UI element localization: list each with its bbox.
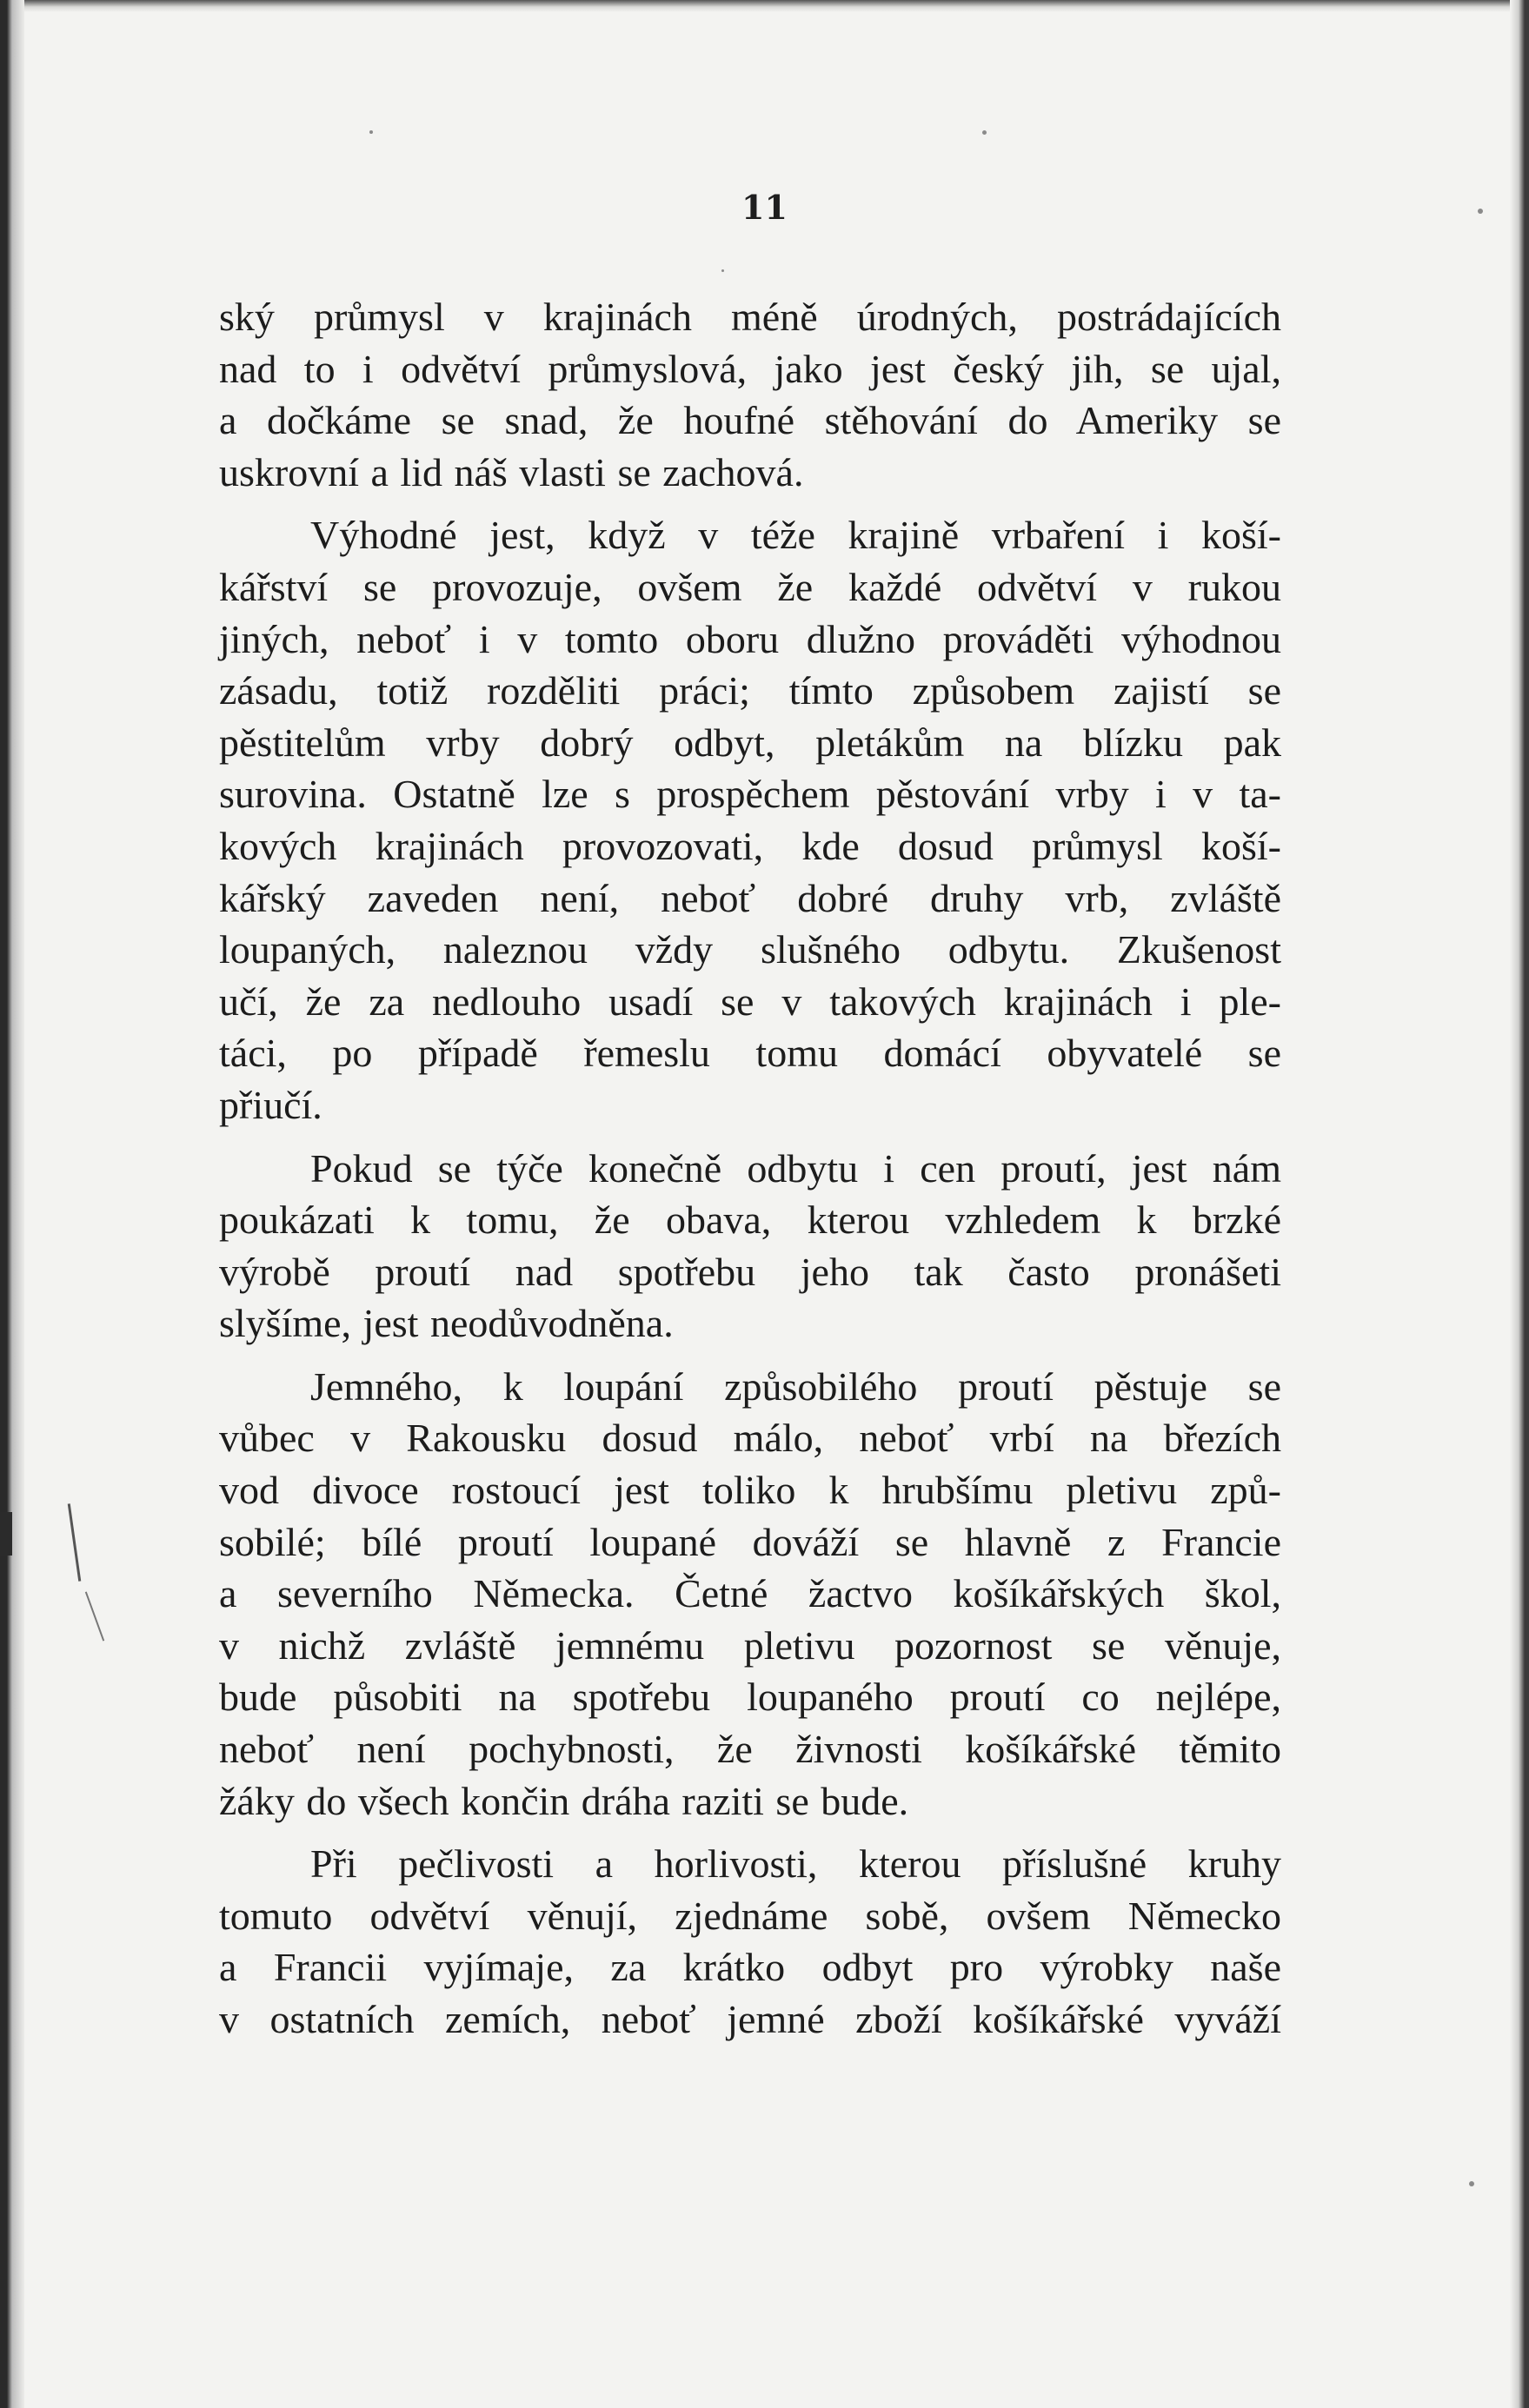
text-line: poukázati k tomu, že obava, kterou vzhledem k brzké	[219, 1197, 1281, 1243]
page-top-edge	[0, 0, 1529, 12]
text-line: kářský zaveden není, neboť dobré druhy vrb, zvláště	[219, 875, 1281, 920]
scan-speck	[369, 130, 373, 134]
scan-speck	[721, 269, 724, 272]
text-line: táci, po případě řemeslu tomu domácí obyvatelé se	[219, 1031, 1281, 1076]
text-line: výrobě proutí nad spotřebu jeho tak často pronášeti	[219, 1249, 1281, 1294]
text-line: v ostatních zemích, neboť jemné zboží košíkářské vyváží	[219, 1997, 1281, 2041]
text-line: přiučí.	[219, 1082, 322, 1127]
text-line: neboť není pochybnosti, že živnosti košíkářské těmito	[219, 1727, 1281, 1772]
page-left-edge	[0, 0, 24, 2408]
body-text	[219, 291, 1281, 2057]
text-line: a Francii vyjímaje, za krátko odbyt pro výrobky naše	[219, 1945, 1281, 1990]
text-line: ský průmysl v krajinách méně úrodných, postrádajících	[219, 295, 1281, 339]
margin-mark	[68, 1503, 81, 1582]
text-line: kářství se provozuje, ovšem že každé odvětví v rukou	[219, 564, 1281, 609]
text-line: tomuto odvětví věnují, zjednáme sobě, ovšem Německo	[219, 1893, 1281, 1938]
text-line: a dočkáme se snad, že houfné stěhování do Ameriky se	[219, 398, 1281, 443]
scan-speck	[1469, 2181, 1474, 2186]
text-line: vůbec v Rakousku dosud málo, neboť vrbí na březích	[219, 1416, 1281, 1461]
text-line: Pokud se týče konečně odbytu i cen proutí, jest nám	[310, 1145, 1281, 1191]
paragraph	[219, 291, 1281, 498]
text-line: bude působiti na spotřebu loupaného proutí co nejlépe,	[219, 1675, 1281, 1720]
text-line: jiných, neboť i v tomto oboru dlužno prováděti výhodnou	[219, 616, 1281, 661]
page-right-edge	[1510, 0, 1529, 2408]
text-line: uskrovní a lid náš vlasti se zachová.	[219, 449, 804, 494]
text-line: a severního Německa. Četné žactvo košíkářských škol,	[219, 1571, 1281, 1616]
text-line: Výhodné jest, když v téže krajině vrbaření i koší-	[310, 513, 1281, 558]
text-line: nad to i odvětví průmyslová, jako jest český jih, se ujal,	[219, 346, 1281, 391]
margin-mark	[0, 1512, 12, 1556]
text-line: žáky do všech končin dráha raziti se bude.	[219, 1778, 909, 1823]
margin-mark	[85, 1591, 104, 1641]
text-line: sobilé; bílé proutí loupané dováží se hlavně z Francie	[219, 1519, 1281, 1564]
text-line: zásadu, totiž rozděliti práci; tímto způsobem zajistí se	[219, 668, 1281, 713]
text-line: v nichž zvláště jemnému pletivu pozornost se věnuje,	[219, 1622, 1281, 1668]
page-number: 11	[741, 188, 788, 227]
text-line: Při pečlivosti a horlivosti, kterou příslušné kruhy	[310, 1841, 1281, 1887]
text-line: pěstitelům vrby dobrý odbyt, pletákům na blízku pak	[219, 720, 1281, 765]
text-line: Jemného, k loupání způsobilého proutí pěstuje se	[310, 1363, 1281, 1409]
text-line: loupaných, naleznou vždy slušného odbytu. Zkušenost	[219, 927, 1281, 972]
text-line: vod divoce rostoucí jest toliko k hrubšímu pletivu způ-	[219, 1468, 1281, 1513]
text-line: kových krajinách provozovati, kde dosud průmysl koší-	[219, 823, 1281, 868]
paragraph	[219, 509, 1281, 1131]
paragraph	[219, 1361, 1281, 1827]
scan-speck	[982, 130, 987, 135]
paragraph	[219, 1143, 1281, 1350]
paragraph	[219, 1838, 1281, 2045]
text-line: učí, že za nedlouho usadí se v takových krajinách i ple-	[219, 978, 1281, 1024]
text-line: slyšíme, jest neodůvodněna.	[219, 1301, 674, 1346]
text-line: surovina. Ostatně lze s prospěchem pěstování vrby i v ta-	[219, 772, 1281, 817]
